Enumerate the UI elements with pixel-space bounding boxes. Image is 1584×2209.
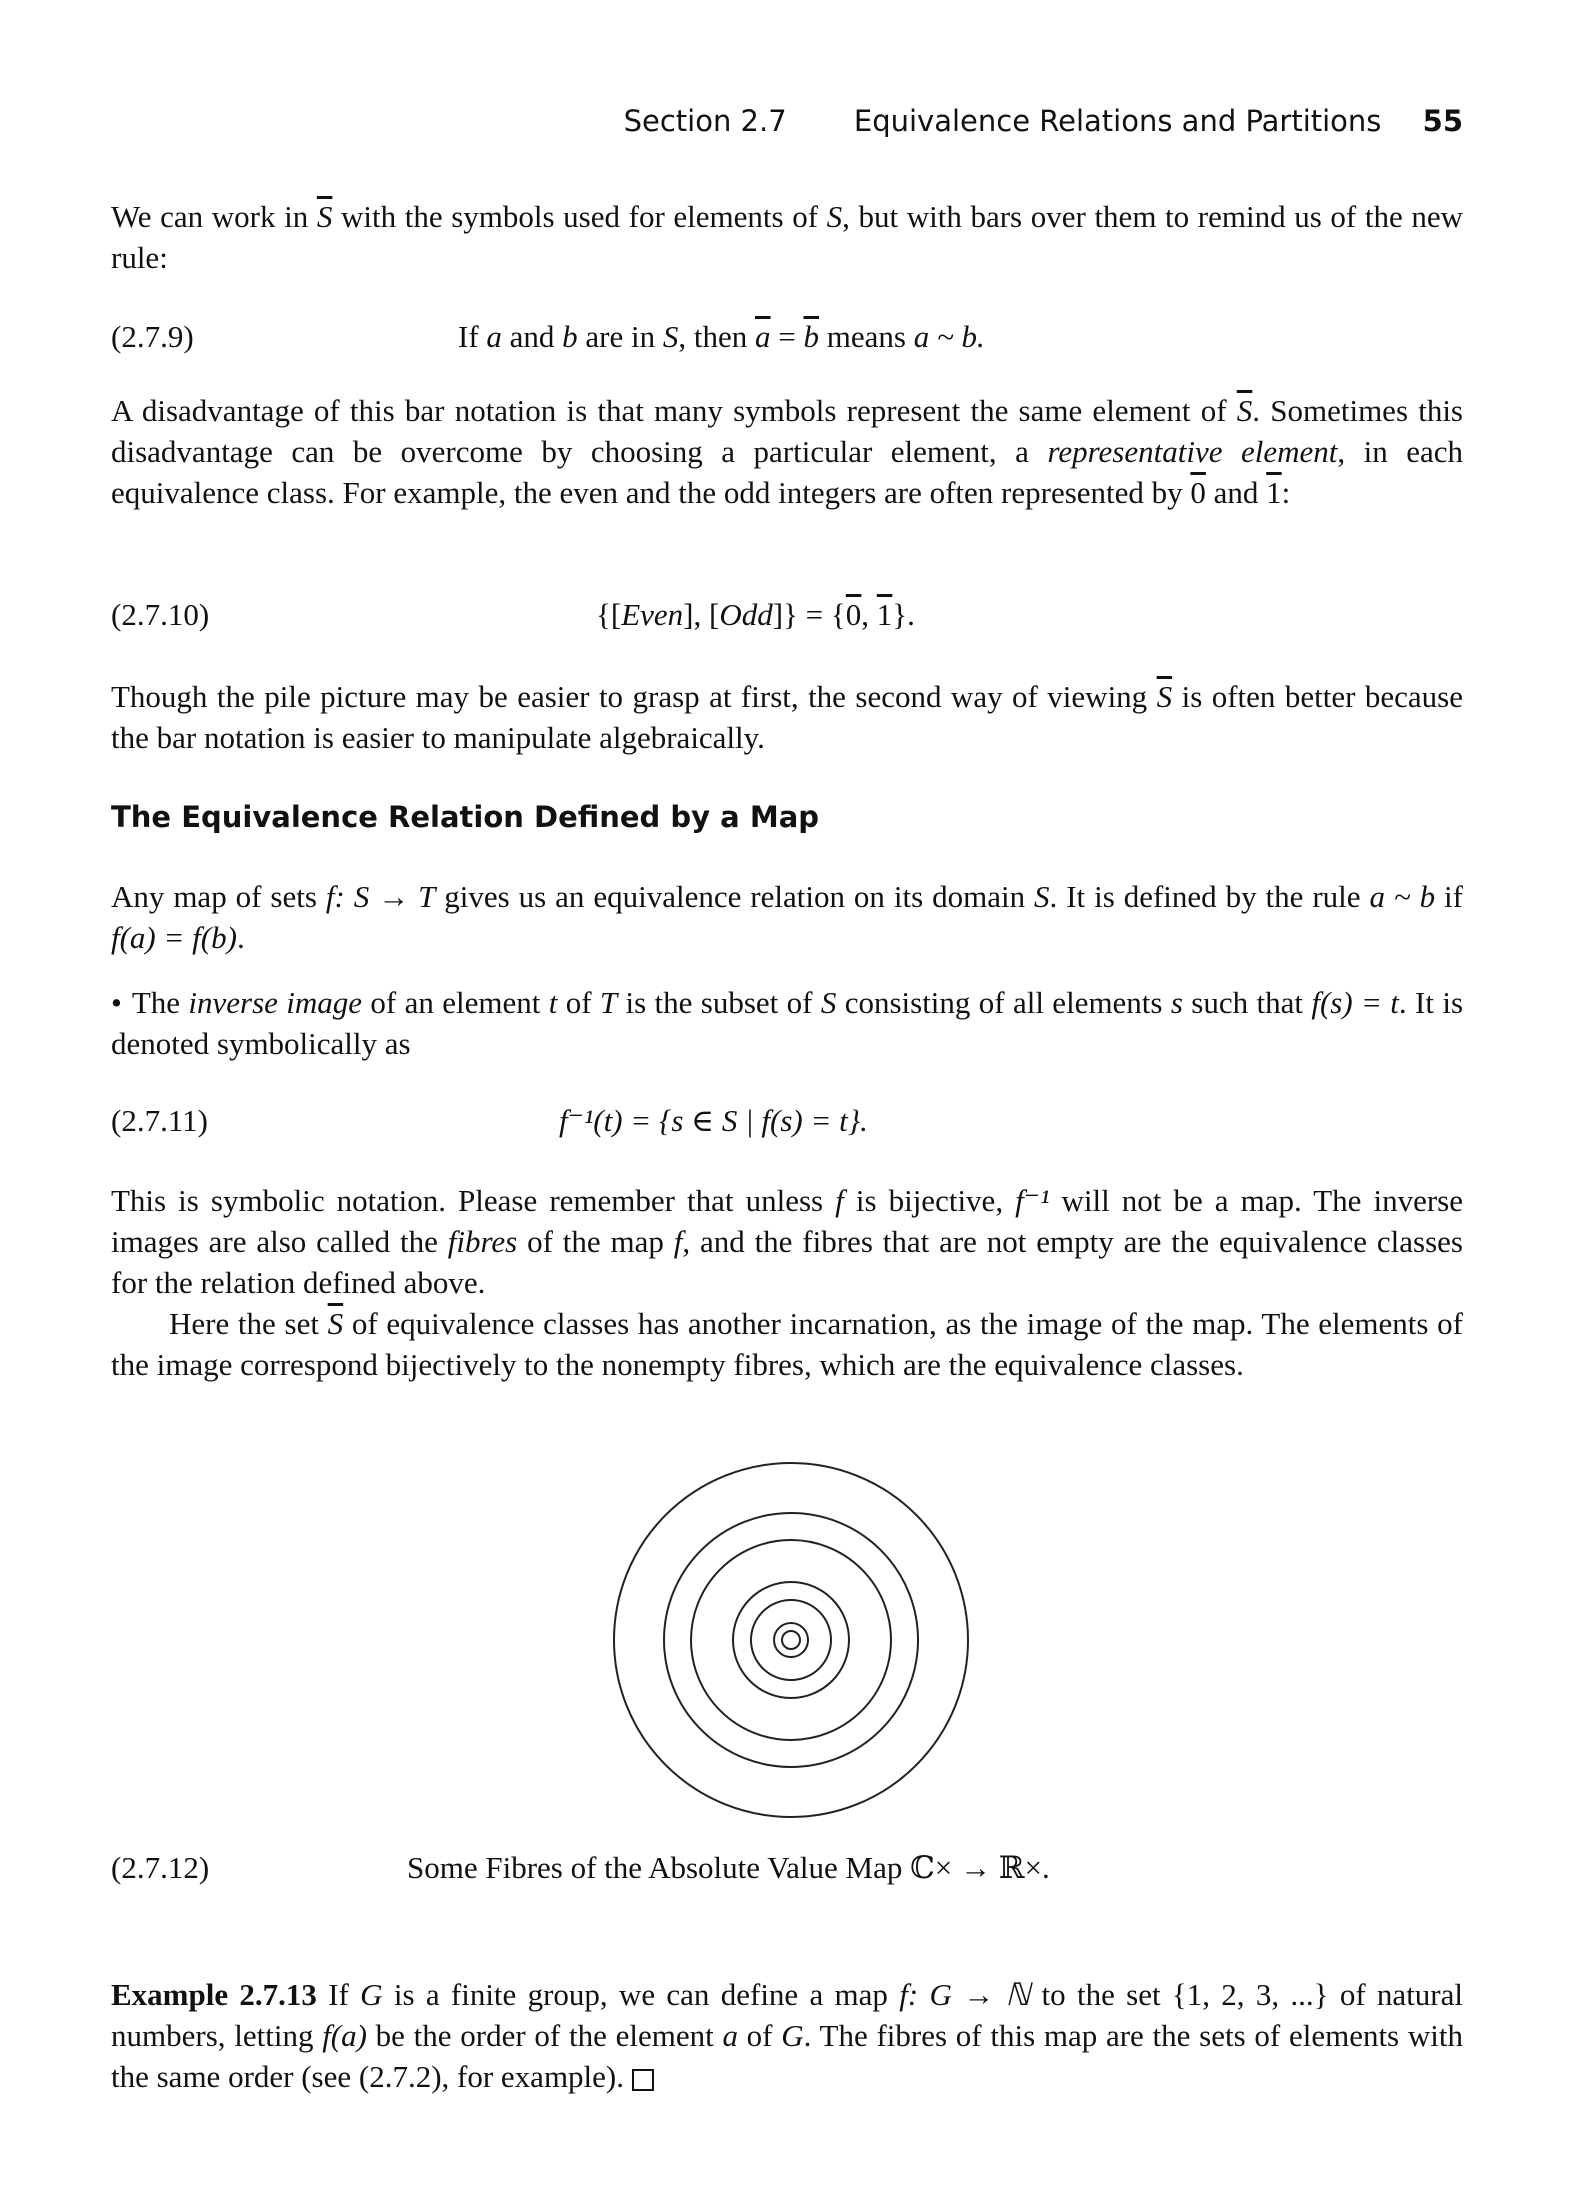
caption-text: Some Fibres of the Absolute Value Map ℂ× → ℝ×. (407, 1850, 1050, 1885)
paragraph-2: A disadvantage of this bar notation is that many symbols represent the same element of $\overline{S}$. Sometimes this disadvantage can be overcome by choosing a particular element, a representative element, in each equivalence class. For example, the even and the odd integers are often represented by 0 and 1: (111, 393, 1464, 510)
bullet-icon: • (111, 985, 122, 1020)
fibres-figure (611, 1460, 971, 1825)
example-2-7-13: Example 2.7.13 If G is a finite group, we can define a map f: G → ℕ to the set {1, 2, 3, ...} of natural numbers, letting f(a) be the order of the element a of G. The fibres of this map are the sets of elements with the same order (see (2.7.2), for example). (111, 1977, 1464, 2094)
paragraph-3: Though the pile picture may be easier to grasp at first, the second way of viewing $\overline{S}$ is often better because the bar notation is easier to manipulate algebraically. (111, 679, 1463, 755)
equation-body: If a and b are in S, then $\overline{a} = \overline{b}$ means a ~ b. (458, 319, 985, 354)
section-heading: The Equivalence Relation Defined by a Map (111, 800, 820, 834)
fibre-circle-5 (751, 1600, 831, 1680)
fibre-circle-3 (691, 1540, 891, 1740)
paragraph-5: • The inverse image of an element t of T is the subset of S consisting of all elements s such that f(s) = t. It is denoted symbolically as (111, 985, 1464, 1061)
equation-label: (2.7.11) (111, 1103, 208, 1138)
paragraph-7: Here the set $\overline{S}$ of equivalence classes has another incarnation, as the image of the map. The elements of the image correspond bijectively to the nonempty fibres, which are the equivalence classes. (111, 1306, 1463, 1382)
header-title: Equivalence Relations and Partitions (853, 104, 1382, 138)
equation-label: (2.7.9) (111, 319, 194, 354)
fibre-circle-7 (782, 1631, 800, 1649)
end-of-proof-icon (632, 2069, 654, 2091)
fibre-circle-1 (614, 1463, 968, 1817)
equation-body: {[Even], [Odd]} = {0, 1}. (596, 597, 915, 632)
paragraph-1: We can work in $\overline{S}$ with the symbols used for elements of S, but with bars over them to remind us of the new rule: (111, 199, 1463, 275)
fibre-circle-6 (774, 1623, 808, 1657)
equation-body: f⁻¹(t) = {s ∈ S | f(s) = t}. (559, 1103, 868, 1138)
figure-label: (2.7.12) (111, 1850, 210, 1885)
fibre-circle-2 (664, 1513, 918, 1767)
concentric-circles-diagram (611, 1460, 971, 1820)
equation-label: (2.7.10) (111, 597, 210, 632)
page-number: 55 (1422, 104, 1463, 138)
header-section: Section 2.7 (623, 104, 787, 138)
paragraph-6: This is symbolic notation. Please remember that unless f is bijective, f⁻¹ will not be a map. The inverse images are also called the fibres of the map f, and the fibres that are not empty are the equivalence classes for the relation defined above. (111, 1183, 1464, 1300)
paragraph-4: Any map of sets f: S → T gives us an equivalence relation on its domain S. It is defined by the rule a ~ b if f(a) = f(b). (111, 879, 1463, 955)
running-header (624, 104, 1463, 138)
example-title: Example 2.7.13 (111, 1977, 317, 2012)
